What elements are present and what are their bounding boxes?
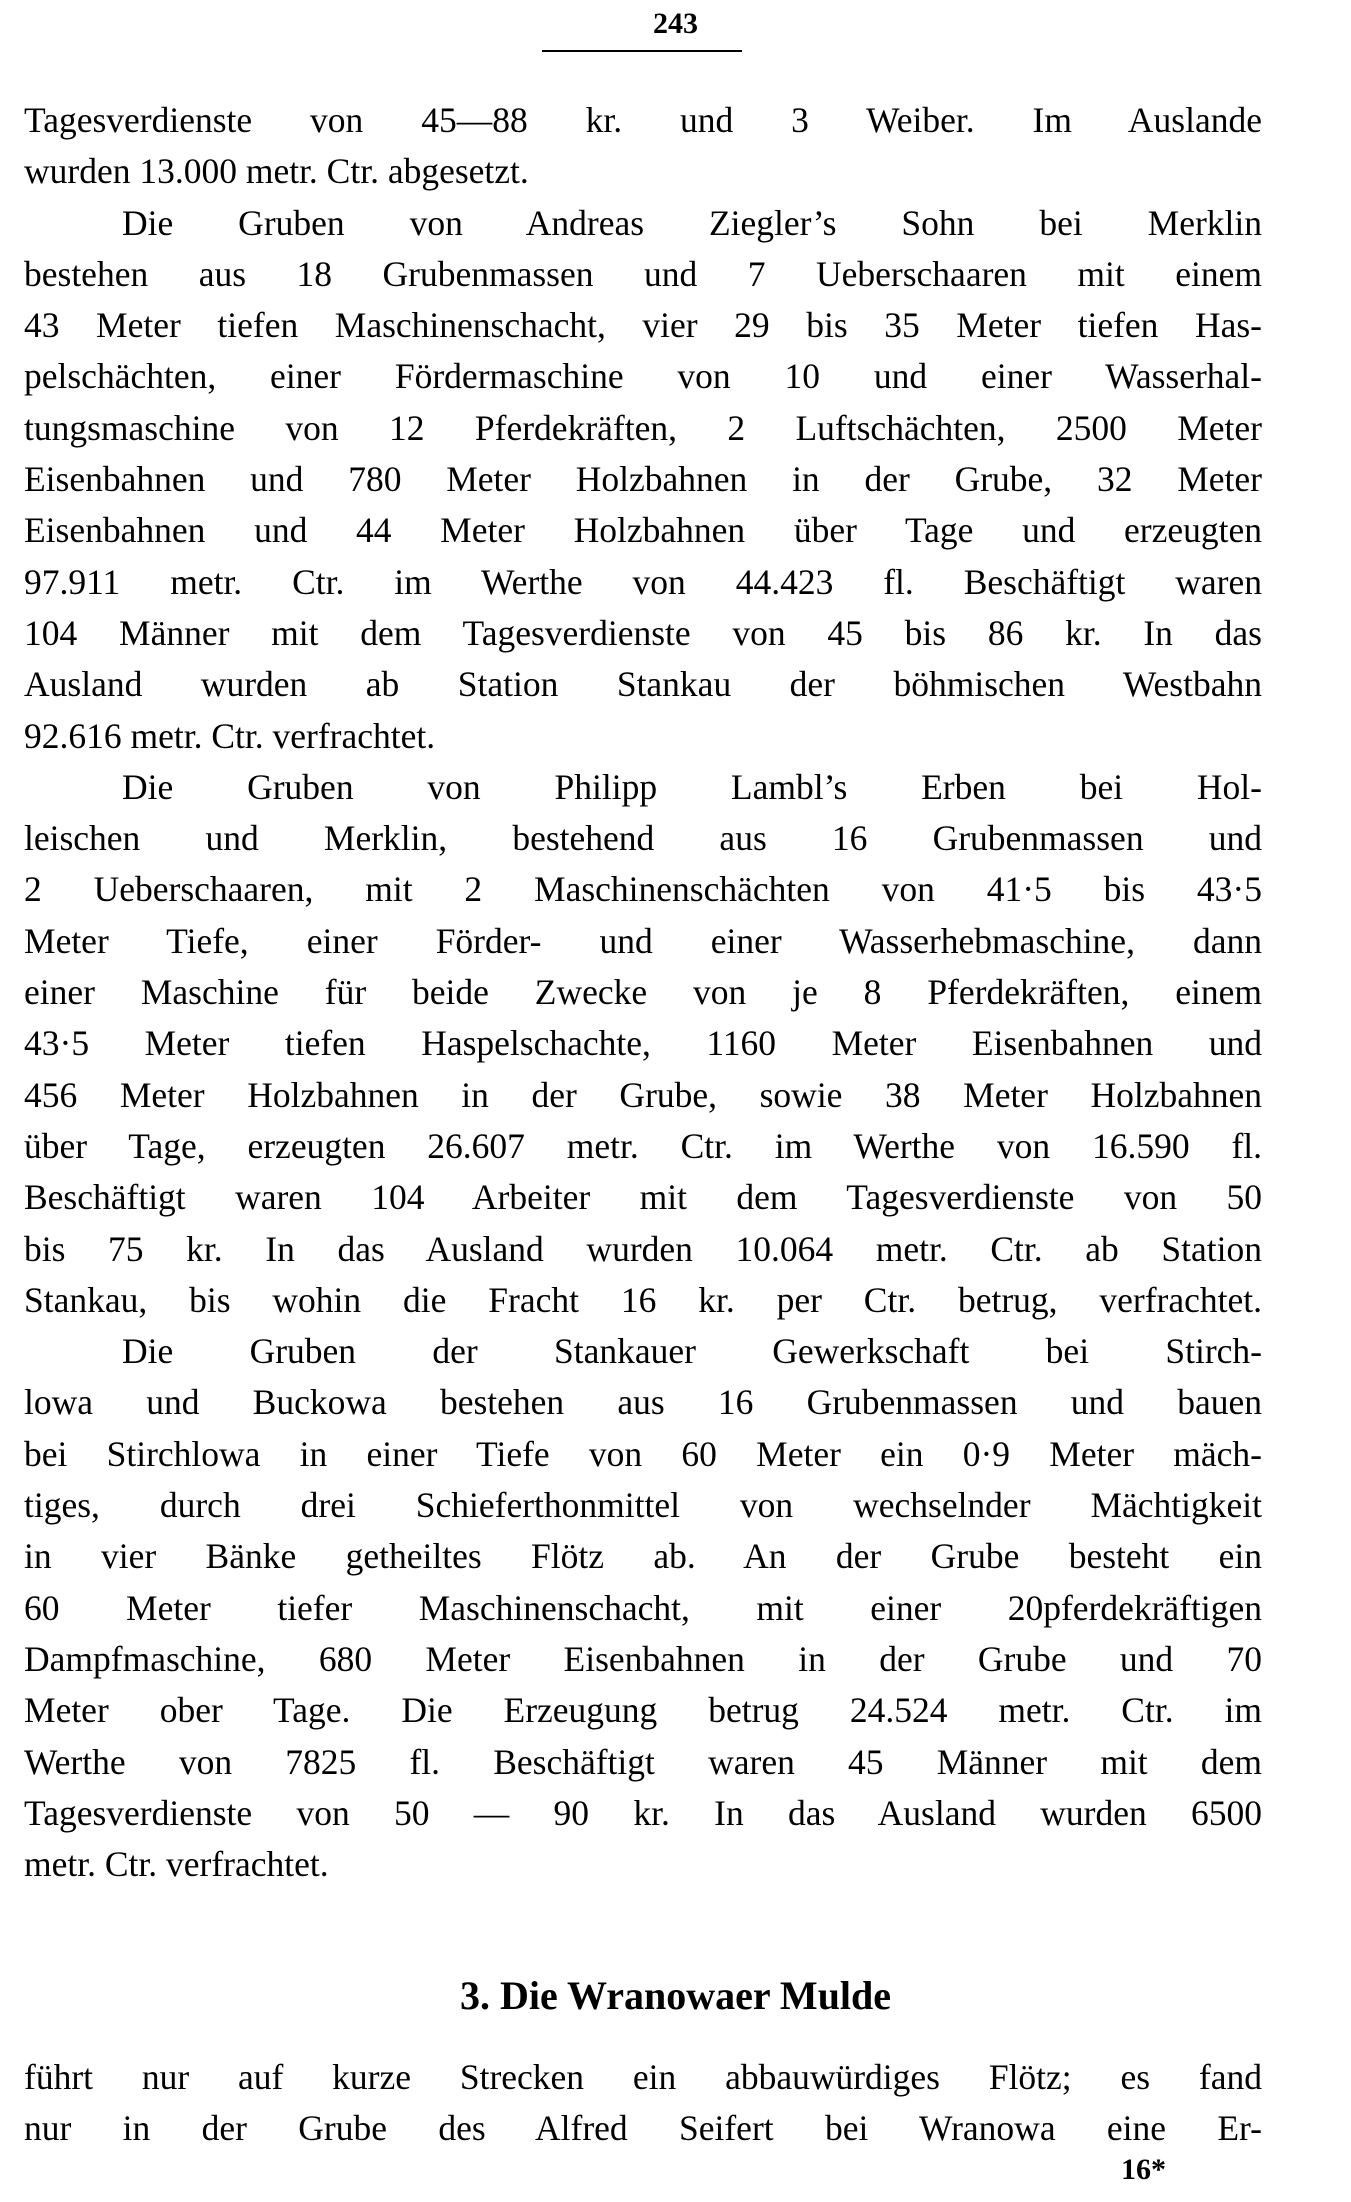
section-heading: 3. Die Wranowaer Mulde	[459, 1973, 892, 2018]
text-line: leischen und Merklin, bestehend aus 16 Grubenmassen und	[24, 818, 1262, 859]
text-line: Werthe von 7825 fl. Beschäftigt waren 45 Männer mit dem	[24, 1741, 1262, 1782]
text-line: 43·5 Meter tiefen Haspelschachte, 1160 Meter Eisenbahnen und	[24, 1023, 1262, 1064]
text-line: führt nur auf kurze Strecken ein abbauwürdiges Flötz; es fand	[24, 2057, 1262, 2097]
page-number: 243	[653, 7, 698, 40]
text-line: Meter Tiefe, einer Förder- und einer Wasserhebmaschine, dann	[24, 920, 1262, 961]
text-line: lowa und Buckowa bestehen aus 16 Grubenmassen und bauen	[24, 1382, 1262, 1423]
text-line: Eisenbahnen und 44 Meter Holzbahnen über Tage und erzeugten	[24, 510, 1262, 551]
text-line: Die Gruben von Philipp Lambl’s Erben bei Hol-	[122, 766, 1262, 807]
text-line: Die Gruben der Stankauer Gewerkschaft bei Stirch-	[122, 1331, 1262, 1372]
text-line: Beschäftigt waren 104 Arbeiter mit dem Tagesverdienste von 50	[24, 1177, 1262, 1218]
header-rule	[542, 50, 742, 52]
text-line: Tagesverdienste von 50 — 90 kr. In das Ausland wurden 6500	[24, 1792, 1262, 1833]
text-line: 2 Ueberschaaren, mit 2 Maschinenschächten von 41·5 bis 43·5	[24, 869, 1262, 910]
text-line: 43 Meter tiefen Maschinenschacht, vier 29 bis 35 Meter tiefen Has-	[24, 305, 1262, 346]
text-line: 104 Männer mit dem Tagesverdienste von 45 bis 86 kr. In das	[24, 612, 1262, 653]
text-line: einer Maschine für beide Zwecke von je 8 Pferdekräften, einem	[24, 972, 1262, 1013]
text-line: metr. Ctr. verfrachtet.	[24, 1844, 329, 1885]
text-line: Meter ober Tage. Die Erzeugung betrug 24.524 metr. Ctr. im	[24, 1690, 1262, 1731]
text-line: 456 Meter Holzbahnen in der Grube, sowie 38 Meter Holzbahnen	[24, 1074, 1262, 1115]
text-line: bei Stirchlowa in einer Tiefe von 60 Meter ein 0·9 Meter mäch-	[24, 1433, 1262, 1474]
text-line: Ausland wurden ab Station Stankau der böhmischen Westbahn	[24, 664, 1262, 705]
text-line: nur in der Grube des Alfred Seifert bei Wranowa eine Er-	[24, 2108, 1262, 2149]
text-line: Eisenbahnen und 780 Meter Holzbahnen in der Grube, 32 Meter	[24, 459, 1262, 500]
body-text	[24, 95, 1262, 1890]
text-line: bis 75 kr. In das Ausland wurden 10.064 metr. Ctr. ab Station	[24, 1228, 1262, 1269]
section-body	[24, 2052, 1262, 2155]
text-line: wurden 13.000 metr. Ctr. abgesetzt.	[24, 151, 529, 192]
text-line: tiges, durch drei Schieferthonmittel von wechselnder Mächtigkeit	[24, 1485, 1262, 1526]
text-line: über Tage, erzeugten 26.607 metr. Ctr. im Werthe von 16.590 fl.	[24, 1125, 1262, 1166]
printer-signature: 16*	[1121, 2153, 1166, 2186]
text-line: pelschächten, einer Fördermaschine von 10 und einer Wasserhal-	[24, 356, 1262, 397]
text-line: in vier Bänke getheiltes Flötz ab. An der Grube besteht ein	[24, 1536, 1262, 1577]
text-line: Die Gruben von Andreas Ziegler’s Sohn bei Merklin	[122, 202, 1262, 243]
text-line: tungsmaschine von 12 Pferdekräften, 2 Luftschächten, 2500 Meter	[24, 407, 1262, 448]
text-line: bestehen aus 18 Grubenmassen und 7 Ueberschaaren mit einem	[24, 253, 1262, 294]
text-line: 60 Meter tiefer Maschinenschacht, mit einer 20pferdekräftigen	[24, 1587, 1262, 1628]
text-line: Tagesverdienste von 45—88 kr. und 3 Weiber. Im Auslande	[24, 100, 1262, 140]
text-line: 97.911 metr. Ctr. im Werthe von 44.423 fl. Beschäftigt waren	[24, 561, 1262, 602]
text-line: Stankau, bis wohin die Fracht 16 kr. per Ctr. betrug, verfrachtet.	[24, 1279, 1262, 1320]
text-line: 92.616 metr. Ctr. verfrachtet.	[24, 715, 436, 756]
text-line: Dampfmaschine, 680 Meter Eisenbahnen in der Grube und 70	[24, 1638, 1262, 1679]
